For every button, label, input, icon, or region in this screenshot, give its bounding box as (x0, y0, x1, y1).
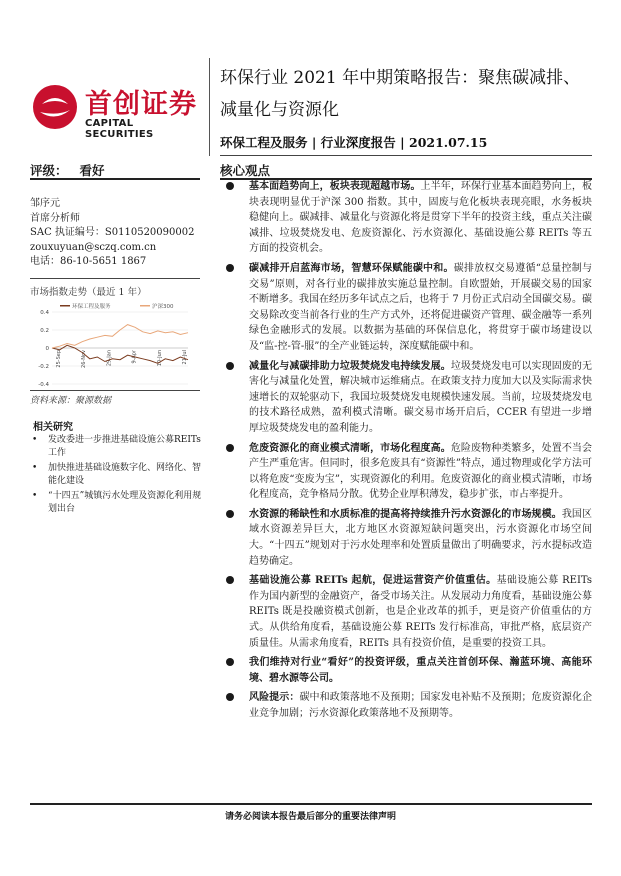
x-tick-label: 21-Jul (182, 350, 188, 365)
bullet-head: 基础设施公募 REITs 起航，促进运营资产价值重估。 (249, 575, 497, 587)
bullet-body: 我国区域水资源差异巨大，北方地区水资源短缺问题突出，污水资源化市场空间大。“十四五”规划对于污水处理率和处置质量做出了明确要求，污水提标改造趋势确定。 (249, 508, 593, 567)
bullet-item (222, 179, 592, 257)
analyst-title: 首席分析师 (30, 212, 80, 224)
x-tick-label: 9-Apr (131, 350, 138, 364)
chart-top-rule (30, 278, 200, 279)
rating-value: 看好 (79, 163, 105, 178)
logo-mark-icon (30, 82, 80, 132)
bullet-item (222, 573, 592, 651)
bullet-item (222, 261, 592, 355)
core-bullets (222, 179, 592, 726)
related-title: 相关研究 (33, 422, 73, 433)
market-index-chart (30, 298, 196, 390)
core-title: 核心观点 (220, 163, 271, 178)
bullet-head: 基本面趋势向上，板块表现超越市场。 (249, 181, 421, 192)
bullet-body: 危险废物种类繁多，处置不当会产生严重危害。但同时，很多危废具有“资源性”特点，通过物理或化学方法可以将危废“变废为宝”，实现资源化的利用。危废资源化的商业模式清晰，市场化程度高，竞争格局分散。优势企业厚积薄发，稳步扩张，市占率提升。 (249, 442, 593, 501)
bullet-item (222, 690, 592, 721)
legend-swatch-series1 (60, 305, 70, 307)
related-list (28, 434, 203, 518)
analyst-phone: 电话：86-10-5651 1867 (30, 256, 147, 267)
series-line-2 (52, 325, 188, 348)
bullet-item (222, 441, 592, 503)
x-tick-label: 29-Jan (106, 350, 113, 367)
bullet-item (222, 655, 592, 686)
analyst-name: 邹序元 (30, 198, 60, 209)
bullet-dot-icon (226, 576, 234, 584)
bullet-dot-icon (226, 693, 234, 701)
bullet-body: 碳排放权交易遵循“总量控制与交易”原则，对各行业的碳排放实施总量控制。自欧盟始，开展碳交易的国家不断增多。我国在经历多年试点之后，也将于 7 月份正式启动全国碳交易。碳交易除改变当前各行业的生产方式外，还将促进碳资产管理、碳金融等一系列绿色金融形式的发展。以数据为基础的环保信息化，将贯穿于碳市场建设以及“监-控-管-服”的全产业链运转，深度赋能碳中和。 (249, 262, 592, 352)
bullet-dot-icon (226, 362, 234, 370)
company-logo (30, 82, 205, 140)
logo-text-en: CAPITAL SECURITIES (85, 118, 154, 140)
bullet-head: 碳减排开启蓝海市场，智慧环保赋能碳中和。 (249, 262, 454, 274)
rating-label: 评级： (30, 163, 68, 178)
header-divider (209, 58, 210, 156)
y-tick-label: -0.2 (38, 364, 49, 370)
x-tick-label: 25-Sep (56, 350, 62, 368)
y-tick-label: 0.4 (40, 310, 49, 316)
bullet-body: 上半年，环保行业基本面趋势向上，板块表现明显优于沪深 300 指数。其中，固废与危化板块表现亮眼，水务板块稳健向上。碳减排、减量化与资源化将是贯穿下半年的投资主线，重点关注碳减排、垃圾焚烧发电、危废资源化、污水资源化、基础设施公募 REITs 等五方面的投资机会。 (249, 181, 593, 255)
report-subtitle: 环保工程及服务 | 行业深度报告 | 2021.07.15 (220, 135, 488, 150)
bullet-item (222, 507, 592, 569)
legend-label-series2: 沪深300 (152, 304, 174, 310)
bullet-item (222, 359, 592, 437)
bullet-head: 减量化与减碳排助力垃圾焚烧发电持续发展。 (249, 360, 451, 372)
legend-label-series1: 环保工程及服务 (72, 304, 111, 310)
bullet-body: 基础设施公募 REITs 作为国内新型的金融资产，备受市场关注。从发展动力角度看，基础设施公募 REITs 既是投融资模式创新，也是企业改革的抓手，更是资产价值重估的方式。从供给角度看，基础设施公募 REITs 发行标准高，审批严格，底层资产质量佳。从需求角度看，REITs 具有投资价值，是重要的投资工具。 (249, 575, 592, 649)
bullet-head: 我们维持对行业“看好”的投资评级，重点关注首创环保、瀚蓝环境、高能环境、碧水源等公司。 (249, 657, 592, 684)
chart-title: 市场指数走势（最近 1 年） (30, 287, 147, 298)
y-tick-label: -0.4 (38, 382, 49, 388)
y-tick-label: 0 (45, 346, 49, 352)
legend-swatch-series2 (140, 305, 150, 307)
sac-number: SAC 执证编号：S0110520090002 (30, 227, 195, 238)
related-item[interactable]: • “十四五”城镇污水处理及资源化利用规划出台 (28, 490, 203, 516)
legal-notice: 请务必阅读本报告最后部分的重要法律声明 (224, 812, 396, 822)
footer-rule (30, 803, 592, 805)
bullet-head: 水资源的稀缺性和水质标准的提高将持续推升污水资源化的市场规模。 (249, 508, 562, 520)
bullet-head: 危废资源化的商业模式清晰，市场化程度高。 (249, 442, 451, 454)
bullet-dot-icon (226, 510, 234, 518)
y-tick-label: 0.2 (40, 328, 49, 334)
bullet-body: 垃圾焚烧发电可以实现固废的无害化与减量化处置，解决城市运维痛点。在政策支持力度加大以及实际需求快速增长的双轮驱动下，我国垃圾焚烧发电规模快速发展。当前，垃圾焚烧发电的技术路径成熟，盈利模式清晰。碳交易市场开启后，CCER 有望进一步增厚垃圾焚烧发电的盈利能力。 (249, 360, 593, 434)
analyst-info (30, 197, 200, 270)
bullet-head: 风险提示： (249, 692, 300, 704)
x-tick-label: 10-Jun (156, 350, 163, 367)
related-item[interactable]: • 加快推进基础设施数字化、网络化、智能化建设 (28, 462, 203, 488)
bullet-dot-icon (226, 182, 234, 190)
bullet-dot-icon (226, 264, 234, 272)
analyst-email[interactable]: zouxuyuan@sczq.com.cn (30, 241, 157, 253)
chart-source: 资料来源：聚源数据 (30, 396, 112, 406)
bullet-dot-icon (226, 444, 234, 452)
bullet-dot-icon (226, 658, 234, 666)
subtitle-rule (220, 155, 592, 156)
rating (30, 161, 105, 179)
bullet-body: 碳中和政策落地不及预期；国家发电补贴不及预期；危废资源化企业竞争加剧；污水资源化政策落地不及预期等。 (249, 692, 593, 719)
report-title: 环保行业 2021 年中期策略报告：聚焦碳减排、减量化与资源化 (220, 68, 581, 120)
logo-text-cn: 首创证券 (85, 89, 197, 120)
chart-bottom-rule (30, 390, 200, 391)
related-item[interactable]: • 发改委进一步推进基础设施公募REITs工作 (28, 434, 203, 460)
x-tick-label: 26-Nov (81, 350, 88, 368)
